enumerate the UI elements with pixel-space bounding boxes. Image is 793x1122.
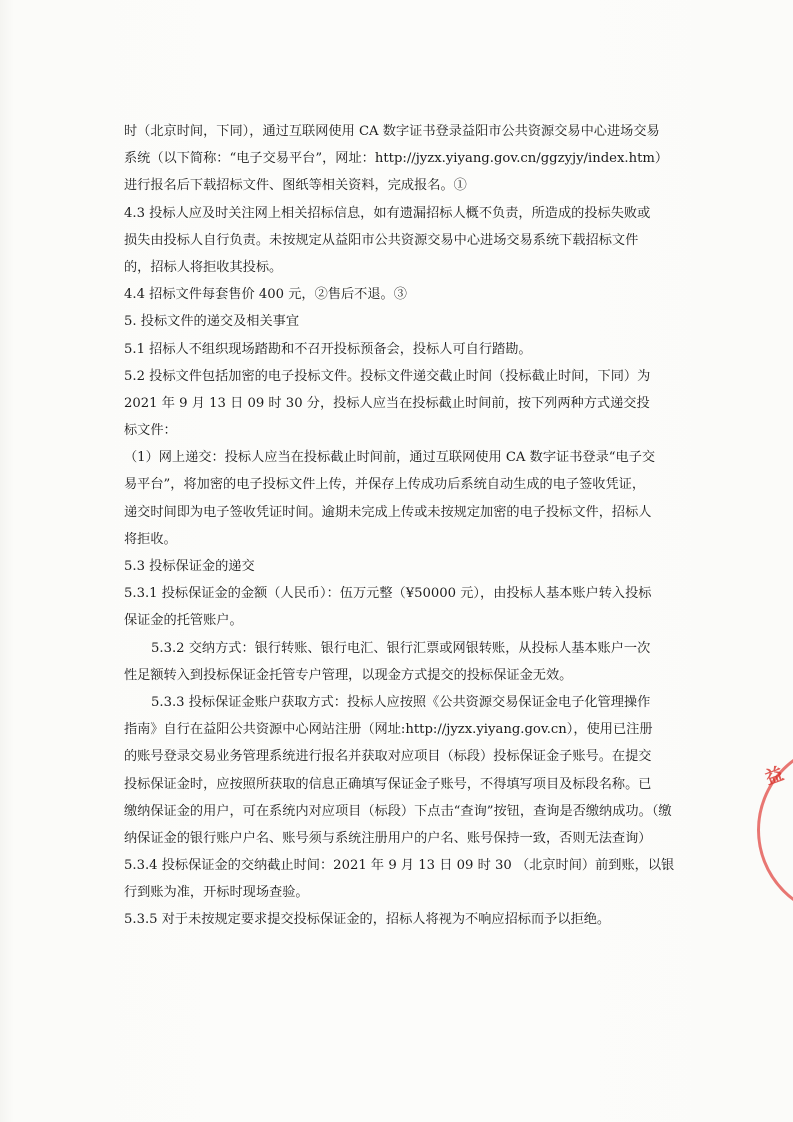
text-line: 5.3.3 投标保证金账户获取方式：投标人应按照《公共资源交易保证金电子化管理操作 [151, 694, 651, 710]
text-line: 5.3 投标保证金的递交 [124, 559, 255, 574]
text-line: 进行报名后下载招标文件、图纸等相关资料，完成报名。① [124, 178, 467, 194]
text-line: 保证金的托管账户。 [124, 613, 243, 629]
text-line: 标文件： [124, 423, 177, 439]
text-line: 损失由投标人自行负责。未按规定从益阳市公共资源交易中心进场交易系统下载招标文件 [124, 232, 639, 248]
text-line: 系统（以下简称：“电子交易平台”，网址：http://jyzx.yiyang.gov.cn/ggzyjy/index.htm） [124, 151, 669, 167]
text-line: 2021 年 9 月 13 日 09 时 30 分，投标人应当在投标截止时间前，按下列两种方式递交投 [124, 395, 650, 411]
text-line: 5. 投标文件的递交及相关事宜 [124, 314, 300, 330]
text-line: 5.3.5 对于未按规定要求提交投标保证金的，招标人将视为不响应招标而予以拒绝。 [124, 912, 611, 928]
text-line: 性足额转入到投标保证金托管专户管理，以现金方式提交的投标保证金无效。 [124, 667, 573, 683]
text-line: 5.3.1 投标保证金的金额（人民币）：伍万元整（¥50000 元），由投标人基本账户转入投标 [124, 586, 652, 602]
text-line: 的，招标人将拒收其投标。 [124, 259, 283, 275]
text-line: 纳保证金的银行账户户名、账号须与系统注册用户的户名、账号保持一致，否则无法查询） [124, 830, 652, 846]
text-line: 的账号登录交易业务管理系统进行报名并获取对应项目（标段）投标保证金子账号。在提交 [124, 749, 652, 765]
text-line: 5.3.2 交纳方式：银行转账、银行电汇、银行汇票或网银转账，从投标人基本账户一次 [151, 640, 651, 656]
text-line: （1）网上递交：投标人应当在投标截止时间前，通过互联网使用 CA 数字证书登录“电子交 [124, 450, 656, 466]
text-line: 4.4 招标文件每套售价 400 元，②售后不退。③ [124, 287, 407, 303]
text-line: 将拒收。 [124, 531, 177, 547]
text-line: 行到账为准，开标时现场查验。 [124, 885, 309, 901]
seal-stamp: 益 [747, 742, 793, 922]
text-line: 递交时间即为电子签收凭证时间。逾期未完成上传或未按规定加密的电子投标文件，招标人 [124, 504, 652, 520]
text-line: 5.2 投标文件包括加密的电子投标文件。投标文件递交截止时间（投标截止时间，下同）为 [124, 368, 651, 384]
text-line: 缴纳保证金的用户，可在系统内对应项目（标段）下点击“查询”按钮，查询是否缴纳成功。（缴 [124, 803, 672, 819]
text-line: 4.3 投标人应及时关注网上相关招标信息，如有遗漏招标人概不负责，所造成的投标失败或 [124, 205, 651, 221]
text-line: 5.3.4 投标保证金的交纳截止时间：2021 年 9 月 13 日 09 时 30 （北京时间）前到账，以银 [124, 858, 675, 874]
text-line: 投标保证金时，应按照所获取的信息正确填写保证金子账号，不得填写项目及标段名称。已 [124, 776, 652, 792]
text-line: 5.1 招标人不组织现场踏勘和不召开投标预备会，投标人可自行踏勘。 [124, 341, 532, 357]
text-line: 指南》自行在益阳公共资源中心网站注册（网址:http://jyzx.yiyang.gov.cn），使用已注册 [124, 722, 653, 738]
document-body [124, 118, 676, 934]
text-line: 易平台”，将加密的电子投标文件上传，并保存上传成功后系统自动生成的电子签收凭证， [124, 477, 646, 493]
text-line: 时（北京时间，下同），通过互联网使用 CA 数字证书登录益阳市公共资源交易中心进场交易 [124, 124, 660, 139]
